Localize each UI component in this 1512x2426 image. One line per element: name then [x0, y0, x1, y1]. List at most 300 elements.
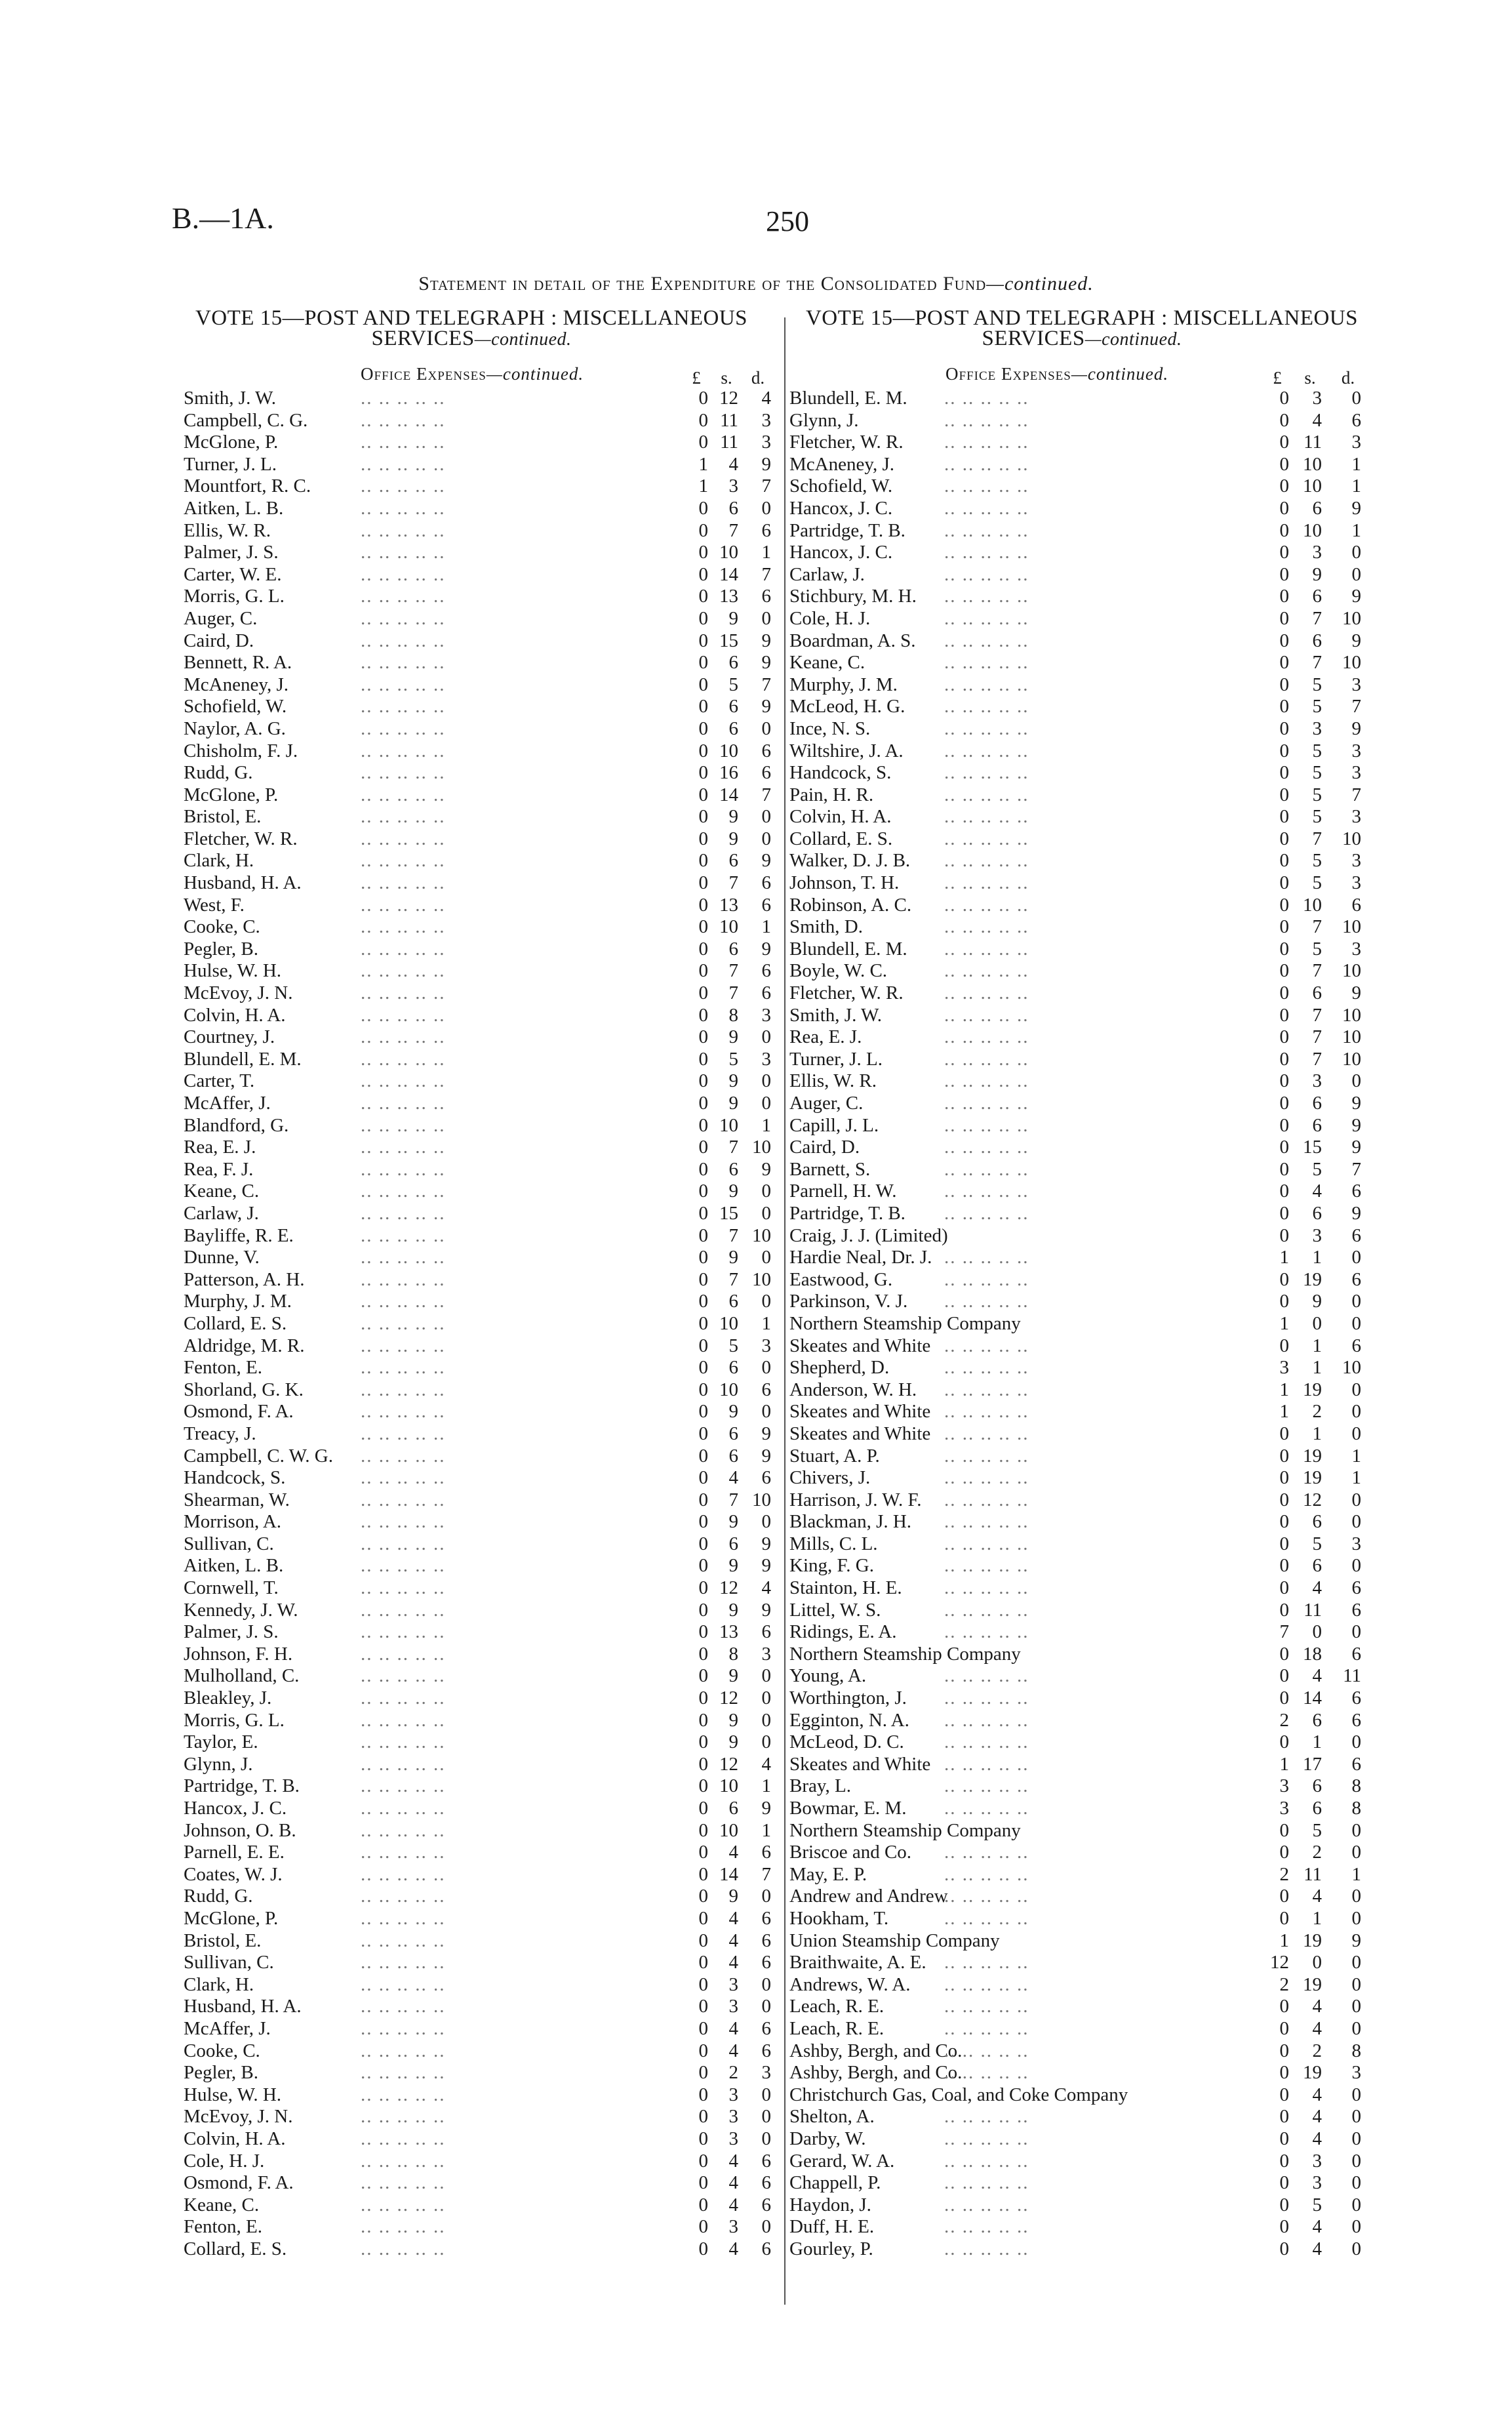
payee-name: Glynn, J. [184, 1753, 253, 1775]
leader-dots: .. .. .. .. .. [944, 1731, 1029, 1753]
payee-name: Haydon, J. [789, 2194, 871, 2215]
vote-heading-line1: VOTE 15—POST AND TELEGRAPH : MISCELLANEOUS [805, 306, 1359, 330]
leader-dots: .. .. .. .. .. [361, 497, 446, 519]
entry-row [164, 1467, 779, 1489]
payee-name: McGlone, P. [184, 1907, 279, 1929]
amount-pounds: 0 [1279, 1489, 1289, 1510]
entry-row [787, 1049, 1377, 1071]
amount-pence: 9 [1351, 1114, 1361, 1136]
amount-pounds: 0 [698, 1114, 708, 1136]
payee-name: Northern Steamship Company [789, 1312, 1021, 1334]
amount-pounds: 0 [1279, 1070, 1289, 1092]
payee-name: Egginton, N. A. [789, 1709, 909, 1731]
entry-row [164, 520, 779, 542]
amount-pence: 0 [1351, 542, 1361, 563]
amount-pence: 7 [761, 1863, 771, 1885]
entry-row [164, 1952, 779, 1974]
payee-name: Fletcher, W. R. [789, 982, 904, 1004]
subheading-text: Office Expenses [361, 364, 487, 384]
amount-shillings: 3 [728, 2084, 738, 2105]
entry-row [164, 2128, 779, 2151]
vote-heading-continued: —continued. [474, 329, 572, 350]
entry-row [164, 1159, 779, 1181]
amount-pence: 9 [761, 696, 771, 718]
leader-dots: .. .. .. .. .. [944, 586, 1029, 607]
payee-name: Boardman, A. S. [789, 630, 916, 651]
amount-pounds: 0 [698, 2150, 708, 2172]
leader-dots: .. .. .. .. .. [361, 1224, 446, 1246]
payee-name: McAneney, J. [789, 453, 894, 475]
entry-row [787, 1005, 1377, 1027]
leader-dots: .. .. .. .. .. [944, 1423, 1029, 1444]
entry-row [164, 1247, 779, 1269]
entry-row [164, 1533, 779, 1556]
payee-name: Collard, E. S. [184, 1312, 287, 1334]
payee-name: Coates, W. J. [184, 1863, 283, 1885]
amount-pounds: 0 [698, 1555, 708, 1577]
leader-dots: .. .. .. .. .. [944, 409, 1029, 431]
amount-pence: 9 [761, 1798, 771, 1819]
amount-pence: 7 [761, 563, 771, 585]
entry-row [787, 1820, 1377, 1842]
amount-pence: 6 [761, 894, 771, 916]
amount-pence: 6 [1351, 1643, 1361, 1665]
payee-name: McAffer, J. [184, 1093, 271, 1114]
leader-dots: .. .. .. .. .. [944, 1665, 1029, 1687]
amount-pounds: 0 [698, 1688, 708, 1709]
amount-pounds: 0 [698, 674, 708, 695]
entry-row [787, 1489, 1377, 1512]
leader-dots: .. .. .. .. .. [944, 784, 1029, 805]
payee-name: Rudd, G. [184, 1886, 253, 1907]
amount-pence: 0 [1351, 388, 1361, 409]
leader-dots: .. .. .. .. .. [361, 1114, 446, 1136]
payee-name: King, F. G. [789, 1555, 874, 1577]
amount-pence: 1 [1351, 1467, 1361, 1489]
amount-shillings: 10 [1303, 453, 1322, 475]
payee-name: Cole, H. J. [789, 607, 871, 629]
entry-row [164, 1093, 779, 1115]
entry-row [164, 1996, 779, 2018]
amount-pounds: 0 [698, 1357, 708, 1379]
entry-row [787, 1181, 1377, 1203]
amount-pounds: 0 [1279, 762, 1289, 784]
payee-name: Handcock, S. [184, 1467, 286, 1489]
amount-pence: 0 [761, 1886, 771, 1907]
entry-row [787, 939, 1377, 961]
amount-pence: 9 [1351, 982, 1361, 1004]
entry-row [164, 1886, 779, 1908]
amount-pence: 3 [1351, 938, 1361, 960]
leader-dots: .. .. .. .. .. [944, 894, 1029, 916]
amount-pounds: 0 [698, 1202, 708, 1224]
payee-name: Campbell, C. G. [184, 409, 308, 431]
amount-pence: 6 [761, 1467, 771, 1489]
payee-name: Smith, D. [789, 916, 863, 938]
leader-dots: .. .. .. .. .. [944, 1114, 1029, 1136]
amount-shillings: 4 [1312, 1886, 1322, 1907]
entry-row [787, 652, 1377, 674]
amount-shillings: 19 [1303, 1973, 1322, 1995]
amount-shillings: 7 [728, 1489, 738, 1510]
entry-row [787, 1335, 1377, 1358]
amount-shillings: 4 [728, 2150, 738, 2172]
amount-shillings: 11 [1303, 1599, 1322, 1621]
leader-dots: .. .. .. .. .. [944, 1688, 1029, 1709]
entry-row [787, 1842, 1377, 1864]
leader-dots: .. .. .. .. .. [361, 1863, 446, 1885]
amount-shillings: 13 [719, 1621, 738, 1643]
payee-name: Wiltshire, J. A. [789, 740, 904, 761]
payee-name: Partridge, T. B. [184, 1775, 300, 1797]
entry-row [787, 696, 1377, 718]
amount-pounds: 0 [698, 630, 708, 651]
amount-pounds: 0 [1279, 1643, 1289, 1665]
pence-header: d. [751, 368, 765, 388]
leader-dots: .. .. .. .. .. [361, 519, 446, 541]
leader-dots: .. .. .. .. .. [361, 2017, 446, 2039]
amount-pounds: 0 [1279, 872, 1289, 894]
amount-shillings: 5 [1312, 1533, 1322, 1554]
leader-dots: .. .. .. .. .. [944, 1335, 1029, 1356]
payee-name: Craig, J. J. (Limited) [789, 1224, 948, 1246]
entry-row [164, 740, 779, 763]
entry-row [787, 564, 1377, 586]
payee-name: Treacy, J. [184, 1423, 256, 1444]
amount-pounds: 0 [698, 718, 708, 739]
amount-pence: 0 [1351, 1423, 1361, 1444]
amount-pounds: 0 [1279, 1996, 1289, 2017]
payee-name: Rea, E. J. [184, 1137, 256, 1158]
amount-pounds: 0 [1279, 1467, 1289, 1489]
amount-pounds: 0 [1279, 2062, 1289, 2084]
payee-name: Blundell, E. M. [789, 938, 907, 960]
entry-row [787, 2018, 1377, 2040]
amount-pounds: 0 [698, 1577, 708, 1599]
leader-dots: .. .. .. .. .. [944, 497, 1029, 519]
amount-pounds: 0 [1279, 1335, 1289, 1356]
leader-dots: .. .. .. .. .. [361, 563, 446, 585]
payee-name: Hookham, T. [789, 1907, 889, 1929]
amount-shillings: 4 [1312, 1996, 1322, 2017]
leader-dots: .. .. .. .. .. [944, 850, 1029, 872]
entry-row [787, 1930, 1377, 1952]
statement-title-continued: —continued. [986, 273, 1094, 294]
amount-pounds: 0 [1279, 1158, 1289, 1180]
amount-pounds: 0 [698, 938, 708, 960]
amount-pounds: 0 [698, 1798, 708, 1819]
payee-name: Parnell, E. E. [184, 1842, 285, 1863]
amount-pounds: 0 [1279, 2238, 1289, 2259]
amount-shillings: 2 [1312, 1401, 1322, 1423]
amount-pence: 1 [1351, 1863, 1361, 1885]
entry-row [787, 1577, 1377, 1600]
amount-shillings: 4 [728, 2017, 738, 2039]
leader-dots: .. .. .. .. .. [944, 1291, 1029, 1312]
amount-pounds: 0 [1279, 894, 1289, 916]
entry-row [787, 2128, 1377, 2151]
amount-pounds: 0 [1279, 1819, 1289, 1841]
entry-row [787, 608, 1377, 630]
entry-row [787, 1996, 1377, 2018]
leader-dots: .. .. .. .. .. [361, 1555, 446, 1577]
amount-pounds: 0 [1279, 1599, 1289, 1621]
amount-pence: 0 [1351, 1247, 1361, 1268]
amount-shillings: 7 [728, 1268, 738, 1290]
leader-dots: .. .. .. .. .. [361, 1445, 446, 1466]
left-entry-list [164, 388, 779, 2260]
amount-shillings: 6 [1312, 1775, 1322, 1797]
amount-pence: 7 [761, 674, 771, 695]
leader-dots: .. .. .. .. .. [361, 1996, 446, 2017]
payee-name: Skeates and White [789, 1335, 931, 1356]
payee-name: Glynn, J. [789, 409, 859, 431]
amount-pence: 10 [1342, 1357, 1361, 1379]
amount-pounds: 0 [698, 2216, 708, 2238]
entry-row [787, 1754, 1377, 1776]
leader-dots: .. .. .. .. .. [361, 1819, 446, 1841]
amount-pence: 0 [1351, 2238, 1361, 2259]
payee-name: Rea, F. J. [184, 1158, 254, 1180]
amount-pence: 0 [761, 1070, 771, 1092]
shillings-header: s. [721, 368, 732, 388]
amount-pence: 9 [1351, 718, 1361, 739]
vote-heading [164, 308, 779, 350]
entry-row [787, 432, 1377, 454]
payee-name: Cole, H. J. [184, 2150, 265, 2172]
leader-dots: .. .. .. .. .. [944, 1599, 1029, 1621]
amount-pounds: 1 [1279, 1379, 1289, 1400]
payee-name: Stainton, H. E. [789, 1577, 902, 1599]
payee-name: Walker, D. J. B. [789, 850, 911, 872]
amount-pence: 9 [1351, 1093, 1361, 1114]
leader-dots: .. .. .. .. .. [944, 1886, 1029, 1907]
amount-pence: 0 [761, 806, 771, 828]
amount-pence: 9 [761, 1555, 771, 1577]
entry-row [164, 960, 779, 982]
payee-name: Shelton, A. [789, 2106, 875, 2128]
amount-pounds: 0 [698, 1312, 708, 1334]
payee-name: Andrew and Andrew [789, 1886, 948, 1907]
leader-dots: .. .. .. .. .. [361, 982, 446, 1004]
entry-row [787, 1247, 1377, 1269]
amount-shillings: 3 [1312, 718, 1322, 739]
entry-row [787, 1644, 1377, 1666]
leader-dots: .. .. .. .. .. [944, 1467, 1029, 1489]
payee-name: Johnson, F. H. [184, 1643, 293, 1665]
amount-shillings: 7 [1312, 916, 1322, 938]
amount-shillings: 9 [728, 607, 738, 629]
payee-name: Cornwell, T. [184, 1577, 279, 1599]
payee-name: Gourley, P. [789, 2238, 873, 2259]
amount-pounds: 1 [698, 453, 708, 475]
amount-pence: 0 [761, 1973, 771, 1995]
amount-shillings: 8 [728, 1004, 738, 1026]
amount-pounds: 0 [1279, 652, 1289, 674]
entry-row [164, 1203, 779, 1225]
amount-pounds: 0 [1279, 674, 1289, 695]
entry-row [164, 1577, 779, 1600]
amount-pence: 4 [761, 1577, 771, 1599]
amount-pounds: 0 [698, 762, 708, 784]
amount-shillings: 7 [1312, 1026, 1322, 1048]
leader-dots: .. .. .. .. .. [944, 1268, 1029, 1290]
amount-pounds: 0 [698, 2238, 708, 2259]
amount-shillings: 4 [728, 1952, 738, 1973]
amount-pence: 1 [761, 1819, 771, 1841]
payee-name: Mountfort, R. C. [184, 475, 311, 497]
amount-pence: 10 [1342, 1026, 1361, 1048]
amount-pence: 0 [761, 1996, 771, 2017]
entry-row [787, 1467, 1377, 1489]
payee-name: Eastwood, G. [789, 1268, 893, 1290]
entry-row [164, 410, 779, 432]
page-number: 250 [766, 205, 809, 237]
amount-pounds: 0 [698, 2172, 708, 2194]
entry-row [164, 1820, 779, 1842]
leader-dots: .. .. .. .. .. [361, 696, 446, 718]
leader-dots: .. .. .. .. .. [361, 718, 446, 739]
amount-pence: 7 [761, 475, 771, 497]
amount-pounds: 0 [698, 806, 708, 828]
amount-pounds: 0 [1279, 938, 1289, 960]
payee-name: Braithwaite, A. E. [789, 1952, 926, 1973]
amount-pence: 9 [1351, 1137, 1361, 1158]
pounds-header: £ [1273, 368, 1282, 388]
payee-name: Naylor, A. G. [184, 718, 286, 739]
amount-pence: 9 [761, 1158, 771, 1180]
amount-shillings: 4 [728, 1842, 738, 1863]
amount-pence: 10 [1342, 960, 1361, 982]
amount-pounds: 0 [698, 740, 708, 761]
amount-pounds: 0 [1279, 1423, 1289, 1444]
entry-row [164, 696, 779, 718]
amount-pounds: 0 [698, 696, 708, 718]
payee-name: Husband, H. A. [184, 1996, 302, 2017]
entry-row [164, 388, 779, 410]
payee-name: Ridings, E. A. [789, 1621, 897, 1643]
leader-dots: .. .. .. .. .. [361, 542, 446, 563]
entry-row [164, 828, 779, 851]
leader-dots: .. .. .. .. .. [361, 2040, 446, 2061]
payee-name: Caird, D. [789, 1137, 860, 1158]
amount-pounds: 0 [1279, 2017, 1289, 2039]
payee-name: Colvin, H. A. [184, 1004, 286, 1026]
amount-shillings: 5 [1312, 674, 1322, 695]
entry-row [164, 1600, 779, 1622]
payee-name: McEvoy, J. N. [184, 982, 293, 1004]
entry-row [164, 1665, 779, 1688]
amount-pence: 0 [1351, 1973, 1361, 1995]
entry-row [787, 1710, 1377, 1732]
leader-dots: .. .. .. .. .. [944, 696, 1029, 718]
amount-pence: 9 [761, 850, 771, 872]
leader-dots: .. .. .. .. .. [944, 542, 1029, 563]
leader-dots: .. .. .. .. .. [361, 1665, 446, 1687]
amount-shillings: 3 [728, 2216, 738, 2238]
entry-row [164, 806, 779, 828]
amount-pence: 10 [1342, 607, 1361, 629]
amount-pounds: 0 [698, 1952, 708, 1973]
amount-pounds: 0 [1279, 2084, 1289, 2105]
amount-shillings: 9 [728, 1665, 738, 1687]
amount-shillings: 2 [728, 2062, 738, 2084]
payee-name: Bray, L. [789, 1775, 851, 1797]
pence-header: d. [1341, 368, 1355, 388]
entry-row [164, 1049, 779, 1071]
entry-row [787, 1115, 1377, 1137]
amount-pounds: 0 [698, 1467, 708, 1489]
amount-pence: 0 [761, 1731, 771, 1753]
entry-row [164, 630, 779, 653]
leader-dots: .. .. .. .. .. [361, 432, 446, 453]
amount-shillings: 5 [728, 1048, 738, 1070]
payee-name: Hancox, J. C. [789, 542, 893, 563]
amount-shillings: 5 [1312, 2194, 1322, 2215]
amount-shillings: 6 [1312, 586, 1322, 607]
leader-dots: .. .. .. .. .. [944, 1158, 1029, 1180]
entry-row [164, 2238, 779, 2261]
amount-pence: 0 [761, 1511, 771, 1533]
amount-pounds: 1 [698, 475, 708, 497]
amount-shillings: 6 [728, 718, 738, 739]
amount-pounds: 0 [1279, 1291, 1289, 1312]
amount-pence: 6 [761, 2150, 771, 2172]
amount-shillings: 15 [719, 1202, 738, 1224]
amount-pence: 0 [1351, 2017, 1361, 2039]
amount-shillings: 16 [719, 762, 738, 784]
amount-shillings: 0 [1312, 1952, 1322, 1973]
leader-dots: .. .. .. .. .. [944, 1489, 1029, 1510]
amount-pence: 10 [752, 1489, 771, 1510]
vote-heading-line1: VOTE 15—POST AND TELEGRAPH : MISCELLANEOUS [195, 306, 748, 330]
amount-shillings: 4 [728, 1467, 738, 1489]
amount-shillings: 1 [1312, 1247, 1322, 1268]
amount-shillings: 10 [719, 740, 738, 761]
amount-pence: 9 [1351, 586, 1361, 607]
amount-pounds: 1 [1279, 1753, 1289, 1775]
amount-pence: 0 [1351, 1819, 1361, 1841]
leader-dots: .. .. .. .. .. [361, 1577, 446, 1599]
amount-pence: 0 [761, 2106, 771, 2128]
amount-pence: 9 [761, 1423, 771, 1444]
entry-row [787, 1798, 1377, 1820]
amount-pence: 9 [761, 1533, 771, 1554]
amount-pence: 10 [1342, 1004, 1361, 1026]
amount-pence: 0 [1351, 2194, 1361, 2215]
subheading-continued: —continued. [486, 364, 584, 384]
payee-name: Ellis, W. R. [789, 1070, 877, 1092]
amount-pounds: 0 [698, 1489, 708, 1510]
payee-name: Palmer, J. S. [184, 542, 279, 563]
leader-dots: .. .. .. .. .. [944, 2017, 1029, 2039]
amount-shillings: 9 [728, 1511, 738, 1533]
amount-pence: 0 [1351, 2084, 1361, 2105]
amount-pounds: 0 [698, 1445, 708, 1466]
leader-dots: .. .. .. .. .. [361, 1599, 446, 1621]
amount-pounds: 0 [1279, 542, 1289, 563]
leader-dots: .. .. .. .. .. [944, 2128, 1029, 2149]
leader-dots: .. .. .. .. .. [944, 388, 1029, 409]
column-divider [784, 317, 786, 2305]
amount-shillings: 6 [1312, 982, 1322, 1004]
amount-shillings: 11 [720, 432, 738, 453]
amount-shillings: 9 [728, 1401, 738, 1423]
payee-name: Shearman, W. [184, 1489, 290, 1510]
left-column [164, 308, 779, 2260]
amount-pence: 3 [1351, 872, 1361, 894]
amount-shillings: 4 [1312, 2017, 1322, 2039]
